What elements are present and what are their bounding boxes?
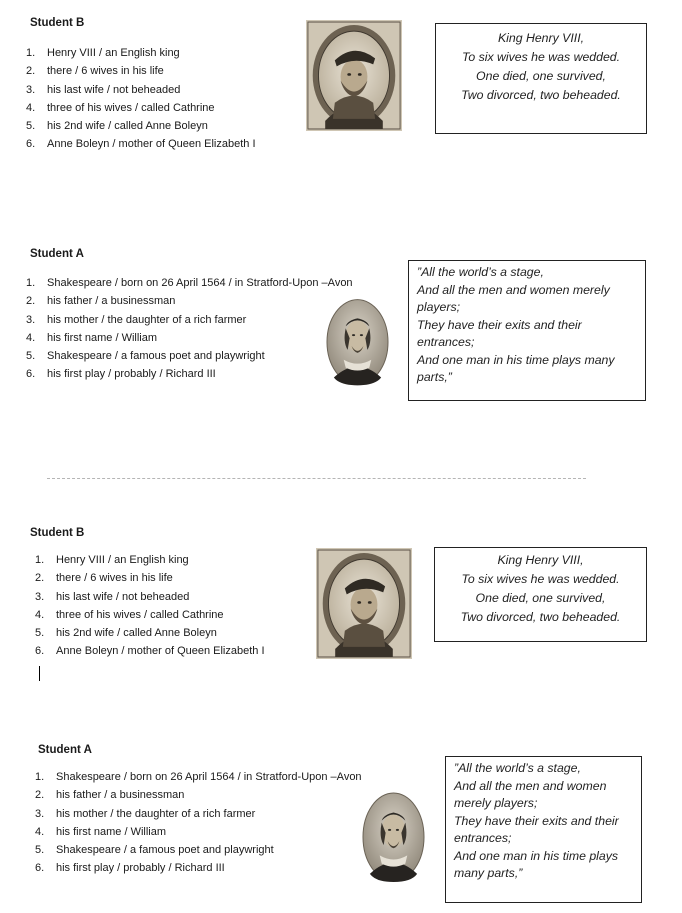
poem-line: Two divorced, two beheaded. [461,88,621,102]
poem-line: They have their exits and their [454,813,619,828]
list-item: 3. his mother / the daughter of a rich farmer [26,313,247,326]
poem-line: players; [417,300,461,314]
poem-line: entrances; [417,335,475,349]
list-item: 2. his father / a businessman [26,295,176,308]
text-cursor [39,666,40,681]
shakespeare-portrait-icon [326,298,389,386]
prompt-list [26,274,353,384]
list-item: 2. his father / a businessman [35,789,185,802]
list-item: 5. Shakespeare / a famous poet and playwright [35,844,274,857]
prompt-list [35,768,362,878]
list-item: 3. his mother / the daughter of a rich farmer [35,807,256,820]
poem-box [435,23,647,134]
section-heading: Student A [38,744,92,756]
prompt-list [35,551,265,661]
poem-line: merely players; [454,796,538,810]
poem-line: And one man in his time plays [454,848,619,863]
cut-line-divider [47,478,586,479]
poem-line: parts,” [417,370,452,384]
poem-line: They have their exits and their [417,317,582,332]
poem-line: ”All the world’s a stage, [417,265,544,279]
list-item: 2. there / 6 wives in his life [35,572,173,585]
poem-line: And one man in his time plays many [417,352,615,367]
list-item: 5. Shakespeare / a famous poet and playwright [26,350,265,363]
list-item: 5. his 2nd wife / called Anne Boleyn [26,120,208,133]
list-item: 1. Shakespeare / born on 26 April 1564 / in Stratford-Upon –Avon [35,771,362,783]
section-heading: Student A [30,248,84,260]
list-item: 6. Anne Boleyn / mother of Queen Elizabeth I [35,645,265,658]
poem-line: entrances; [454,831,512,845]
list-item: 2. there / 6 wives in his life [26,65,164,78]
list-item: 1. Shakespeare / born on 26 April 1564 / in Stratford-Upon –Avon [26,277,353,289]
poem-line: One died, one survived, [475,591,606,605]
poem-line: Two divorced, two beheaded. [460,610,621,624]
poem-line: ”All the world’s a stage, [454,761,581,775]
henry-viii-portrait-icon [316,548,412,659]
section-heading: Student B [30,17,85,29]
list-item: 3. his last wife / not beheaded [35,590,190,603]
poem-line: King Henry VIII, [497,553,584,567]
list-item: 5. his 2nd wife / called Anne Boleyn [35,627,217,640]
list-item: 4. his first name / William [26,331,158,344]
poem-box [434,547,647,642]
poem-line: To six wives he was wedded. [461,572,620,586]
poem-line: King Henry VIII, [497,31,585,45]
list-item: 4. three of his wives / called Cathrine [35,608,224,621]
list-item: 3. his last wife / not beheaded [26,83,181,96]
section-heading: Student B [30,527,85,539]
prompt-list [26,44,256,154]
poem-box [445,756,642,903]
henry-viii-portrait-icon [306,20,402,131]
list-item: 1. Henry VIII / an English king [35,554,189,566]
list-item: 6. his first play / probably / Richard III [26,368,216,381]
poem-line: One died, one survived, [476,69,606,83]
poem-box [408,260,646,401]
list-item: 4. three of his wives / called Cathrine [26,101,215,114]
poem-line: And all the men and women merely [417,282,610,297]
list-item: 4. his first name / William [35,825,167,838]
poem-line: And all the men and women [454,778,607,793]
list-item: 6. his first play / probably / Richard III [35,862,225,875]
list-item: 6. Anne Boleyn / mother of Queen Elizabeth I [26,138,256,151]
poem-line: many parts,” [454,866,523,880]
list-item: 1. Henry VIII / an English king [26,47,180,59]
shakespeare-portrait-icon [362,792,425,882]
poem-line: To six wives he was wedded. [461,50,621,64]
